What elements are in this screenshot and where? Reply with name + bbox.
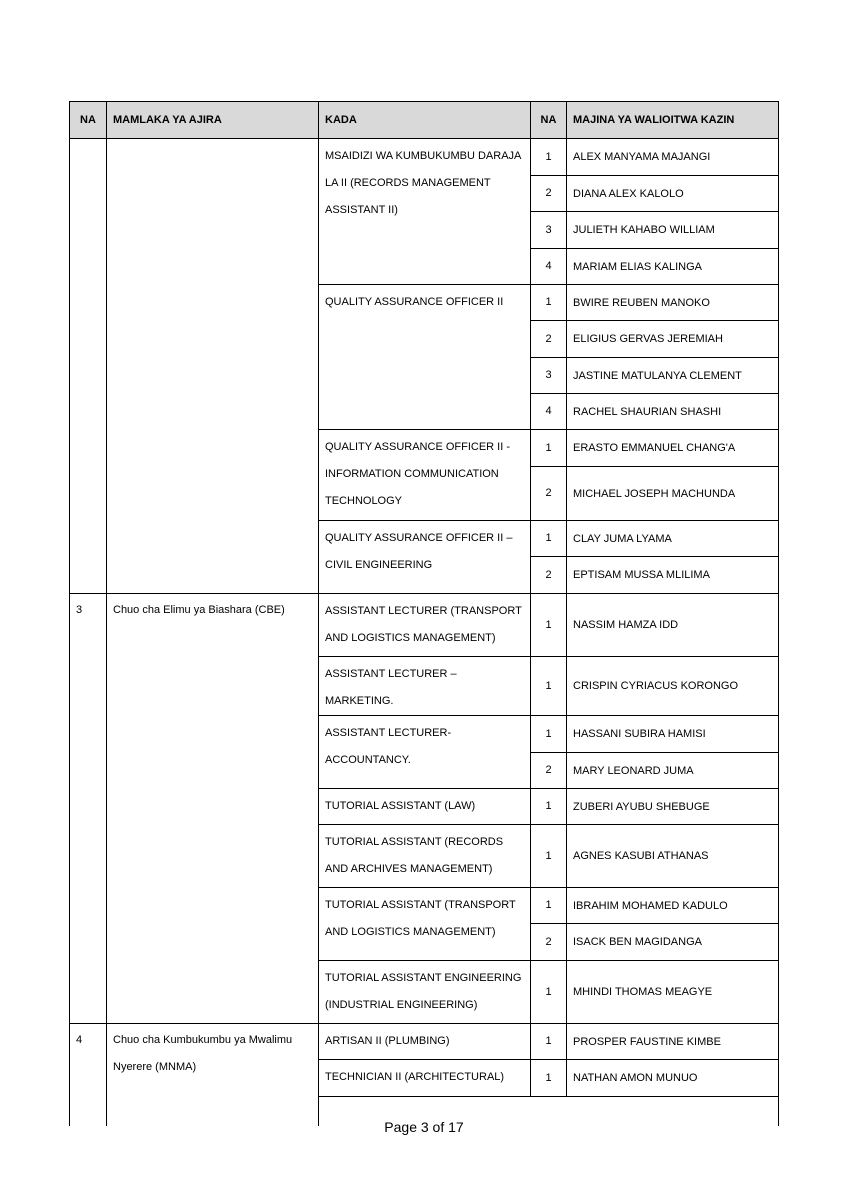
- cadre-title: QUALITY ASSURANCE OFFICER II - INFORMATION COMMUNICATION TECHNOLOGY: [319, 430, 531, 521]
- person-name: ELIGIUS GERVAS JEREMIAH: [567, 321, 779, 358]
- person-number: 4: [531, 394, 567, 430]
- header-majina: MAJINA YA WALIOITWA KAZIN: [567, 102, 779, 139]
- institution-name: [107, 139, 319, 594]
- person-number: 3: [531, 212, 567, 249]
- header-na-person: NA: [531, 102, 567, 139]
- person-number: 1: [531, 789, 567, 825]
- cadre-title: TUTORIAL ASSISTANT (TRANSPORT AND LOGISTICS MANAGEMENT): [319, 888, 531, 961]
- person-name: RACHEL SHAURIAN SHASHI: [567, 394, 779, 430]
- table-row: [70, 139, 779, 176]
- person-name: ALEX MANYAMA MAJANGI: [567, 139, 779, 176]
- cadre-title: TUTORIAL ASSISTANT ENGINEERING (INDUSTRIAL ENGINEERING): [319, 961, 531, 1024]
- page-number: Page 3 of 17: [384, 1119, 464, 1135]
- person-number: 2: [531, 176, 567, 212]
- person-name: BWIRE REUBEN MANOKO: [567, 285, 779, 321]
- cadre-title: TUTORIAL ASSISTANT (RECORDS AND ARCHIVES MANAGEMENT): [319, 825, 531, 888]
- person-name: ERASTO EMMANUEL CHANG'A: [567, 430, 779, 467]
- person-number: 2: [531, 557, 567, 594]
- person-number: 1: [531, 521, 567, 557]
- person-number: 3: [531, 358, 567, 394]
- person-number: 2: [531, 467, 567, 521]
- person-name: IBRAHIM MOHAMED KADULO: [567, 888, 779, 924]
- header-na: NA: [70, 102, 107, 139]
- person-number: 1: [531, 961, 567, 1024]
- person-name: MICHAEL JOSEPH MACHUNDA: [567, 467, 779, 521]
- cadre-title: ARTISAN II (PLUMBING): [319, 1024, 531, 1060]
- person-name: ZUBERI AYUBU SHEBUGE: [567, 789, 779, 825]
- person-name: JASTINE MATULANYA CLEMENT: [567, 358, 779, 394]
- person-number: 2: [531, 321, 567, 358]
- section-index: 3: [70, 594, 107, 1024]
- cadre-title: MSAIDIZI WA KUMBUKUMBU DARAJA LA II (RECORDS MANAGEMENT ASSISTANT II): [319, 139, 531, 285]
- header-kada: KADA: [319, 102, 531, 139]
- person-number: 1: [531, 430, 567, 467]
- person-name: NASSIM HAMZA IDD: [567, 594, 779, 657]
- person-number: 2: [531, 753, 567, 789]
- person-number: 1: [531, 285, 567, 321]
- person-name: NATHAN AMON MUNUO: [567, 1060, 779, 1097]
- person-name: HASSANI SUBIRA HAMISI: [567, 716, 779, 753]
- table-body: [70, 139, 779, 1126]
- person-number: 4: [531, 249, 567, 285]
- table-header-row: [70, 102, 779, 139]
- table-row: [70, 1024, 779, 1060]
- cadre-title: ASSISTANT LECTURER – MARKETING.: [319, 657, 531, 716]
- person-number: 1: [531, 825, 567, 888]
- person-number: 1: [531, 594, 567, 657]
- person-name: MARIAM ELIAS KALINGA: [567, 249, 779, 285]
- cadre-title: QUALITY ASSURANCE OFFICER II – CIVIL ENGINEERING: [319, 521, 531, 594]
- cadre-title: ASSISTANT LECTURER (TRANSPORT AND LOGISTICS MANAGEMENT): [319, 594, 531, 657]
- cadre-title: TECHNICIAN II (ARCHITECTURAL): [319, 1060, 531, 1097]
- person-number: 1: [531, 1060, 567, 1097]
- header-mamlaka: MAMLAKA YA AJIRA: [107, 102, 319, 139]
- person-name: MARY LEONARD JUMA: [567, 753, 779, 789]
- person-name: MHINDI THOMAS MEAGYE: [567, 961, 779, 1024]
- person-number: 1: [531, 657, 567, 716]
- person-name: CLAY JUMA LYAMA: [567, 521, 779, 557]
- person-number: 1: [531, 1024, 567, 1060]
- person-name: ISACK BEN MAGIDANGA: [567, 924, 779, 961]
- person-name: CRISPIN CYRIACUS KORONGO: [567, 657, 779, 716]
- institution-name: Chuo cha Elimu ya Biashara (CBE): [107, 594, 319, 1024]
- person-name: EPTISAM MUSSA MLILIMA: [567, 557, 779, 594]
- cadre-title: ASSISTANT LECTURER-ACCOUNTANCY.: [319, 716, 531, 789]
- person-name: AGNES KASUBI ATHANAS: [567, 825, 779, 888]
- section-index: 4: [70, 1024, 107, 1126]
- person-number: 1: [531, 139, 567, 176]
- section-index: [70, 139, 107, 594]
- person-name: JULIETH KAHABO WILLIAM: [567, 212, 779, 249]
- person-number: 1: [531, 716, 567, 753]
- appointments-table: [69, 101, 779, 1126]
- institution-name: Chuo cha Kumbukumbu ya Mwalimu Nyerere (MNMA): [107, 1024, 319, 1126]
- cadre-title: TUTORIAL ASSISTANT (LAW): [319, 789, 531, 825]
- person-number: 2: [531, 924, 567, 961]
- table-row: [70, 594, 779, 657]
- person-number: 1: [531, 888, 567, 924]
- person-name: DIANA ALEX KALOLO: [567, 176, 779, 212]
- cadre-title: QUALITY ASSURANCE OFFICER II: [319, 285, 531, 430]
- person-name: PROSPER FAUSTINE KIMBE: [567, 1024, 779, 1060]
